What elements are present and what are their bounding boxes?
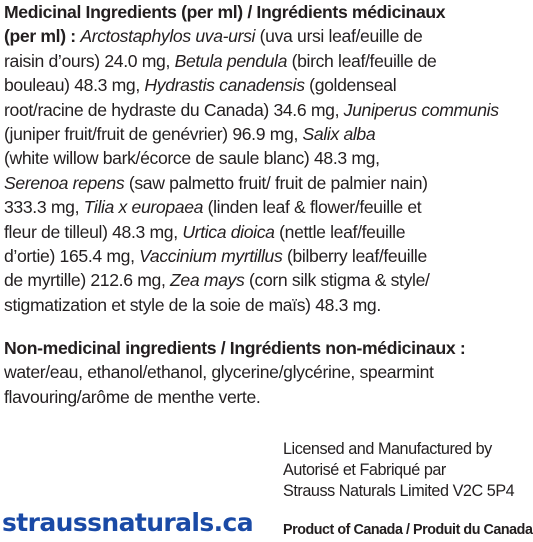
licensing-line: Strauss Naturals Limited V2C 5P4 [283,482,515,500]
per-ml-label: (per ml) : [4,26,76,47]
ingredient-amount: 48.3 mg [313,148,376,169]
licensing-info [283,439,514,502]
ingredient-amount: 24.0 mg [104,50,166,71]
ingredient-amount: 96.9 mg [232,123,294,144]
ingredient-amount: 165.4 mg [59,245,131,266]
ingredient-latin-name: Arctostaphylos uva-ursi [80,26,256,47]
ingredient-amount: 212.6 mg [90,270,161,291]
ingredient-amount: 48.3 mg [112,221,174,242]
licensing-line: Licensed and Manufactured by [283,440,492,458]
ingredient-amount: 34.6 mg [273,99,335,120]
ingredient-latin-name: Tilia x europaea [83,197,204,218]
non-medicinal-ingredients-section: Non-medicinal ingredients / Ingrédients non-médicinaux : water/eau, ethanol/ethanol, glycerine/glycérine, spearmint flavouring/arôme de menthe verte. [4,338,466,407]
ingredient-latin-name: Juniperus communis [343,99,499,120]
ingredient-latin-name: Hydrastis canadensis [144,75,305,96]
ingredient-amount: 333.3 mg [4,197,75,218]
ingredient-latin-name: Zea mays [170,270,245,291]
ingredient-latin-name: Salix alba [302,123,376,144]
website-url: straussnaturals.ca [2,508,254,537]
ingredient-latin-name: Betula pendula [174,50,288,71]
non-medicinal-heading: Non-medicinal ingredients / Ingrédients non-médicinaux : [4,338,466,358]
ingredient-amount: 48.3 mg [74,75,136,96]
licensing-line: Autorisé et Fabriqué par [283,461,446,479]
product-origin: Product of Canada / Produit du Canada [283,522,533,538]
medicinal-heading: Medicinal Ingredients (per ml) / Ingrédients médicinaux [4,2,446,22]
ingredient-amount: 48.3 mg. [315,294,381,315]
ingredient-latin-name: Vaccinium myrtillus [139,245,283,266]
ingredient-latin-name: Serenoa repens [4,172,125,193]
medicinal-ingredients-section: Medicinal Ingredients (per ml) / Ingrédients médicinaux (per ml) : Arctostaphylos uva-ursi (uva ursi leaf/euille de raisin d’ours) 24.0 mg, Betula pendula (birch leaf/feuille de bouleau) 48.3 mg, Hydrastis canadensis (goldenseal root/racine de hydraste du Canada) 34.6 mg, Juniperus communis (juniper fruit/fruit de genévrier) 96.9 mg, Salix alba (white willow bark/écorce de saule blanc) 48.3 mg, Serenoa repens (saw palmetto fruit/ fruit de palmier nain) 333.3 mg, Tilia x europaea (linden leaf & flower/feuille et fleur de tilleul) 48.3 mg, Urtica dioica (nettle leaf/feuille d’ortie) 165.4 mg, Vaccinium myrtillus (bilberry leaf/feuille de myrtille) 212.6 mg, Zea mays (corn silk stigma & style/ stigmatization et style de la soie de maïs) 48.3 mg. [4,2,499,315]
ingredient-latin-name: Urtica dioica [182,221,275,242]
